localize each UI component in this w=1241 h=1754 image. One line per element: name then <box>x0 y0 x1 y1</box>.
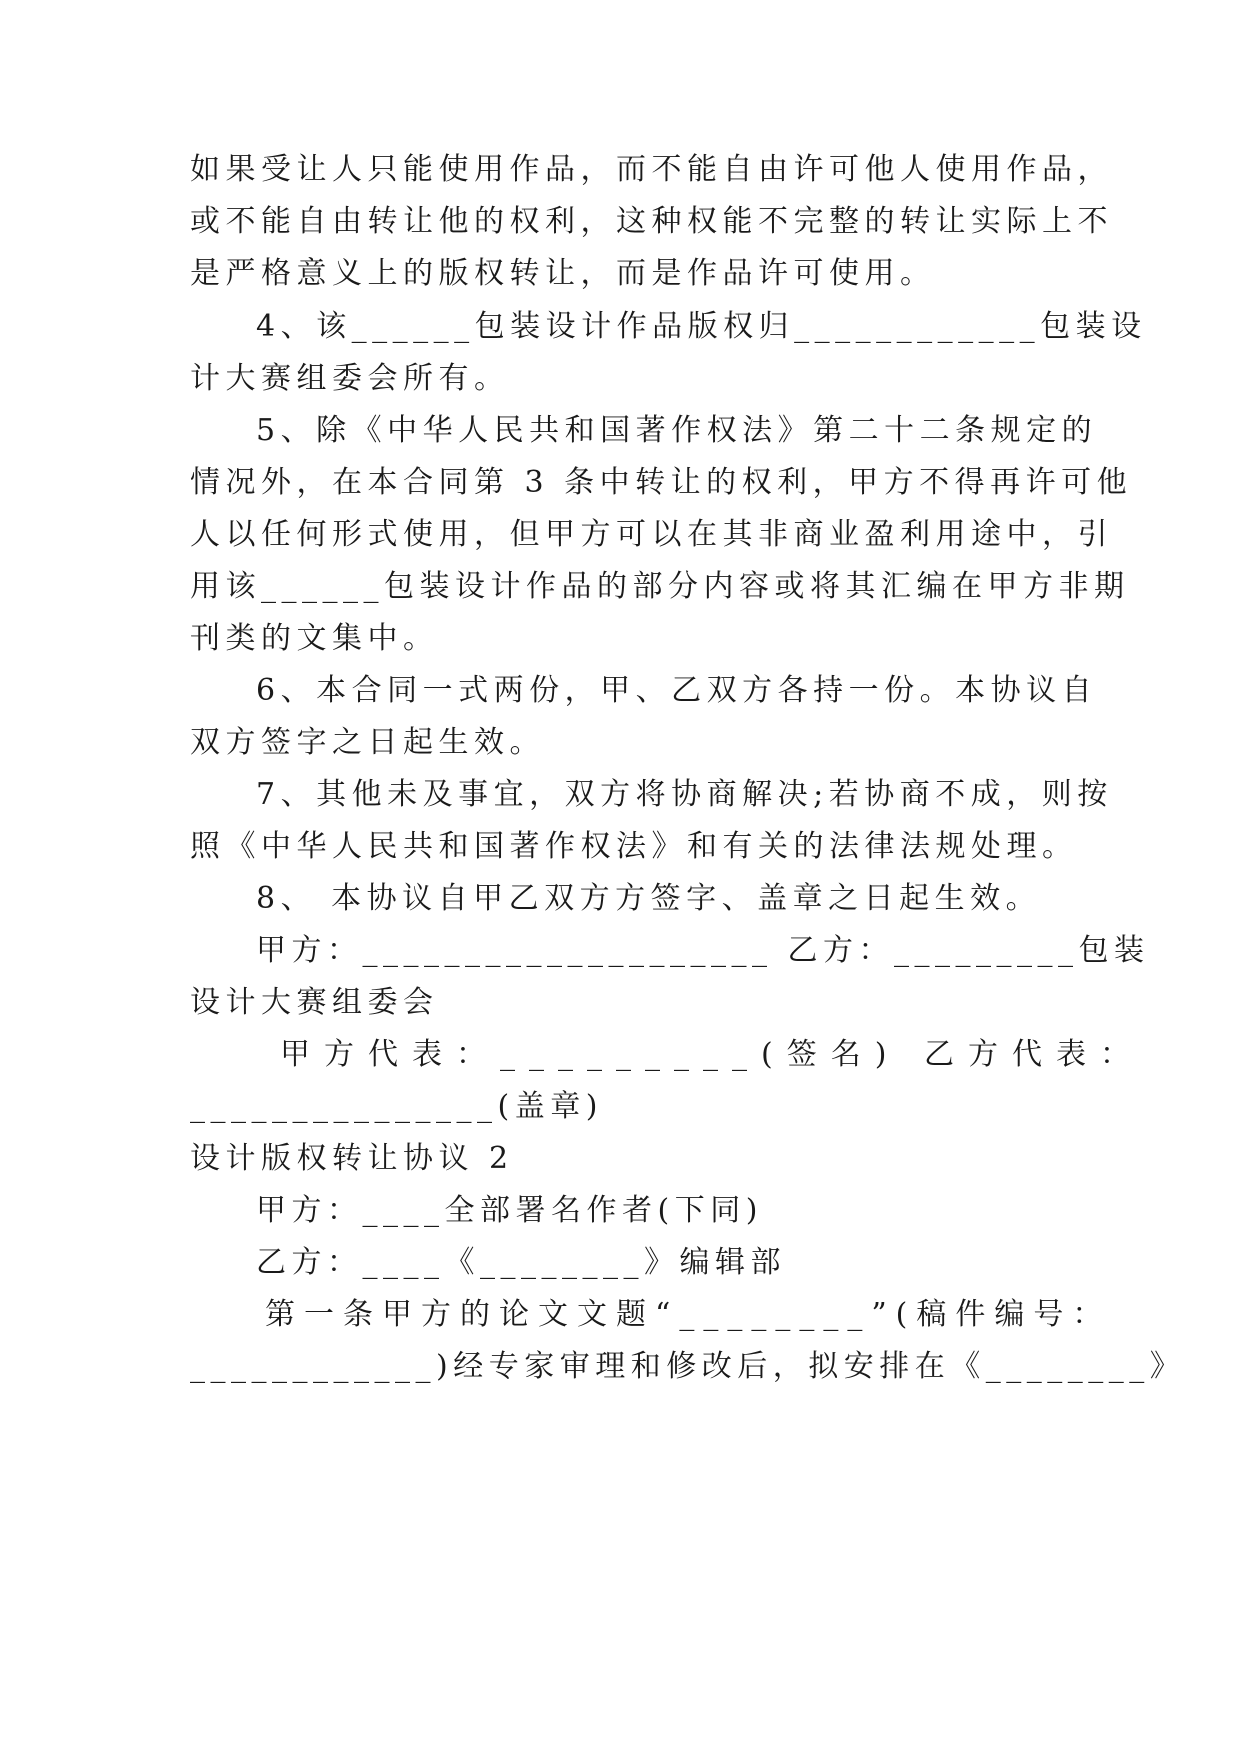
party-b-line: 乙方：____《________》编辑部 <box>256 1245 786 1280</box>
clause-6-line-2: 双方签字之日起生效。 <box>190 725 545 760</box>
paragraph-line: 如果受让人只能使用作品，而不能自由许可他人使用作品， <box>190 152 1113 187</box>
clause-5-line-2: 情况外，在本合同第 3 条中转让的权利，甲方不得再许可他 <box>190 465 1133 500</box>
party-b-name-line: 设计大赛组委会 <box>190 985 439 1020</box>
representative-line: 甲方代表：_________(签名) 乙方代表： <box>280 1037 1144 1072</box>
clause-5-line-5: 刊类的文集中。 <box>190 621 439 656</box>
article-1-line-2: ____________)经专家审理和修改后，拟安排在《________》 <box>190 1349 1186 1384</box>
clause-7-line-2: 照《中华人民共和国著作权法》和有关的法律法规处理。 <box>190 829 1078 864</box>
clause-4-line-1: 4、该______包装设计作品版权归____________包装设 <box>256 309 1147 344</box>
clause-5-line-1: 5、除《中华人民共和国著作权法》第二十二条规定的 <box>256 413 1098 448</box>
clause-6-line-1: 6、本合同一式两份，甲、乙双方各持一份。本协议自 <box>256 673 1098 708</box>
seal-line: _______________(盖章) <box>190 1089 603 1124</box>
agreement-2-title: 设计版权转让协议 2 <box>190 1141 514 1176</box>
paragraph-line: 是严格意义上的版权转让，而是作品许可使用。 <box>190 256 936 291</box>
party-a-line: 甲方：____全部署名作者(下同) <box>256 1193 763 1228</box>
party-signature-line: 甲方：____________________ 乙方：_________包装 <box>256 933 1150 968</box>
article-1-line-1: 第一条甲方的论文文题“________”(稿件编号： <box>265 1297 1112 1332</box>
clause-5-line-4: 用该______包装设计作品的部分内容或将其汇编在甲方非期 <box>190 569 1130 604</box>
paragraph-line: 或不能自由转让他的权利，这种权能不完整的转让实际上不 <box>190 204 1113 239</box>
clause-5-line-3: 人以任何形式使用，但甲方可以在其非商业盈利用途中，引 <box>190 517 1113 552</box>
clause-8-line: 8、 本协议自甲乙双方方签字、盖章之日起生效。 <box>256 881 1042 916</box>
clause-7-line-1: 7、其他未及事宜，双方将协商解决;若协商不成，则按 <box>256 777 1113 812</box>
clause-4-line-2: 计大赛组委会所有。 <box>190 361 510 396</box>
